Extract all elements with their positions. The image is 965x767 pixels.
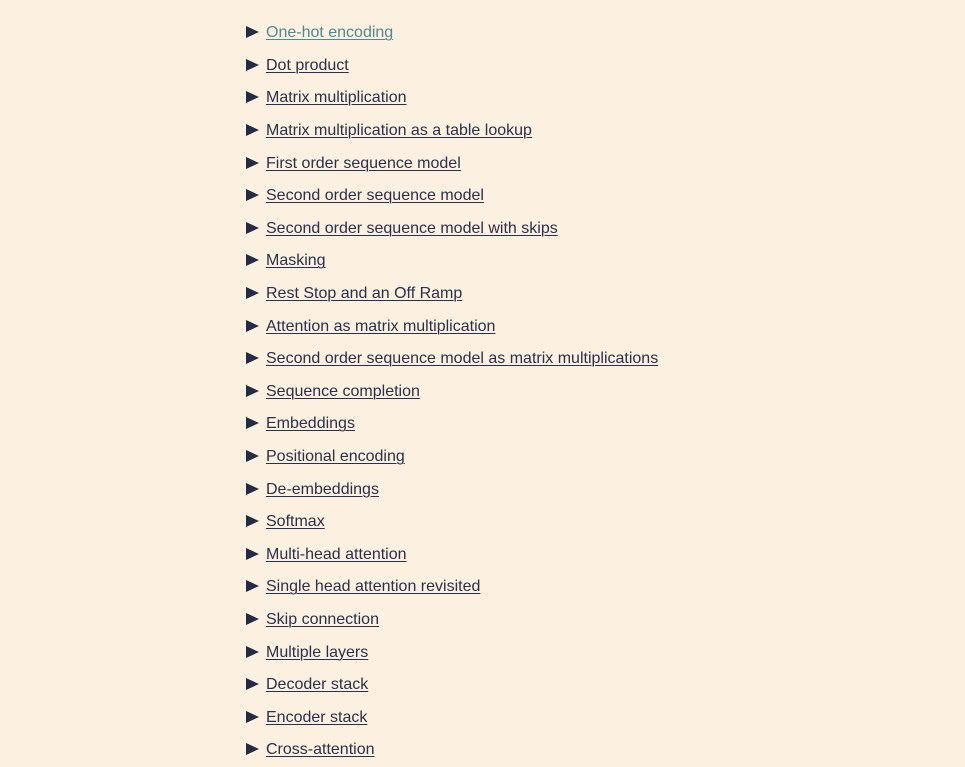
toc-item-embeddings[interactable] bbox=[246, 408, 658, 441]
disclosure-triangle-right-icon[interactable] bbox=[246, 254, 259, 266]
disclosure-triangle-right-icon[interactable] bbox=[246, 417, 259, 429]
toc-link[interactable]: Attention as matrix multiplication bbox=[266, 317, 496, 335]
disclosure-triangle-right-icon[interactable] bbox=[246, 483, 259, 495]
toc-item-skip-connection[interactable] bbox=[246, 604, 658, 637]
toc-link[interactable]: Positional encoding bbox=[266, 448, 405, 466]
disclosure-triangle-right-icon[interactable] bbox=[246, 548, 259, 560]
toc-link[interactable]: Softmax bbox=[266, 513, 325, 531]
toc-link[interactable]: Multiple layers bbox=[266, 643, 369, 661]
toc-link[interactable]: Rest Stop and an Off Ramp bbox=[266, 285, 463, 303]
toc-link[interactable]: Sequence completion bbox=[266, 382, 420, 400]
disclosure-triangle-right-icon[interactable] bbox=[246, 711, 259, 723]
disclosure-triangle-right-icon[interactable] bbox=[246, 450, 259, 462]
disclosure-triangle-right-icon[interactable] bbox=[246, 743, 259, 755]
toc-link[interactable]: One-hot encoding bbox=[266, 24, 394, 42]
toc-item-positional-encoding[interactable] bbox=[246, 441, 658, 474]
disclosure-triangle-right-icon[interactable] bbox=[246, 59, 259, 71]
disclosure-triangle-right-icon[interactable] bbox=[246, 515, 259, 527]
toc-link[interactable]: Masking bbox=[266, 252, 326, 270]
disclosure-triangle-right-icon[interactable] bbox=[246, 287, 259, 299]
toc-item-single-head-attention-revisited[interactable] bbox=[246, 571, 658, 604]
disclosure-triangle-right-icon[interactable] bbox=[246, 189, 259, 201]
disclosure-triangle-right-icon[interactable] bbox=[246, 385, 259, 397]
disclosure-triangle-right-icon[interactable] bbox=[246, 580, 259, 592]
toc-item-matrix-multiplication-table-lookup[interactable] bbox=[246, 115, 658, 148]
disclosure-triangle-right-icon[interactable] bbox=[246, 613, 259, 625]
toc-link[interactable]: Matrix multiplication bbox=[266, 89, 407, 107]
toc-link[interactable]: Encoder stack bbox=[266, 708, 368, 726]
toc-item-dot-product[interactable] bbox=[246, 50, 658, 83]
toc-link[interactable]: De-embeddings bbox=[266, 480, 379, 498]
toc-item-attention-as-matrix-multiplication[interactable] bbox=[246, 310, 658, 343]
toc-item-multiple-layers[interactable] bbox=[246, 636, 658, 669]
disclosure-triangle-right-icon[interactable] bbox=[246, 91, 259, 103]
disclosure-triangle-right-icon[interactable] bbox=[246, 352, 259, 364]
toc-link[interactable]: Second order sequence model bbox=[266, 187, 484, 205]
disclosure-triangle-right-icon[interactable] bbox=[246, 320, 259, 332]
toc-link[interactable]: Cross-attention bbox=[266, 741, 375, 759]
toc-item-second-order-sequence-model[interactable] bbox=[246, 180, 658, 213]
disclosure-triangle-right-icon[interactable] bbox=[246, 26, 259, 38]
toc-item-one-hot-encoding[interactable] bbox=[246, 17, 658, 50]
toc-link[interactable]: Multi-head attention bbox=[266, 545, 407, 563]
toc-link[interactable]: Second order sequence model as matrix multiplications bbox=[266, 350, 659, 368]
toc-item-encoder-stack[interactable] bbox=[246, 701, 658, 734]
disclosure-triangle-right-icon[interactable] bbox=[246, 124, 259, 136]
toc-link[interactable]: Single head attention revisited bbox=[266, 578, 481, 596]
toc-link[interactable]: Dot product bbox=[266, 56, 349, 74]
toc-item-masking[interactable] bbox=[246, 245, 658, 278]
table-of-contents bbox=[246, 17, 658, 767]
toc-item-first-order-sequence-model[interactable] bbox=[246, 147, 658, 180]
toc-link[interactable]: Decoder stack bbox=[266, 676, 369, 694]
toc-link[interactable]: Second order sequence model with skips bbox=[266, 219, 558, 237]
toc-item-softmax[interactable] bbox=[246, 506, 658, 539]
toc-item-second-order-as-matrix-multiplications[interactable] bbox=[246, 343, 658, 376]
toc-link[interactable]: Embeddings bbox=[266, 415, 355, 433]
toc-item-decoder-stack[interactable] bbox=[246, 669, 658, 702]
toc-item-multi-head-attention[interactable] bbox=[246, 539, 658, 572]
disclosure-triangle-right-icon[interactable] bbox=[246, 222, 259, 234]
disclosure-triangle-right-icon[interactable] bbox=[246, 646, 259, 658]
toc-link[interactable]: Matrix multiplication as a table lookup bbox=[266, 122, 532, 140]
toc-item-matrix-multiplication[interactable] bbox=[246, 82, 658, 115]
toc-link[interactable]: Skip connection bbox=[266, 610, 379, 628]
toc-item-de-embeddings[interactable] bbox=[246, 473, 658, 506]
toc-item-second-order-with-skips[interactable] bbox=[246, 213, 658, 246]
toc-item-cross-attention[interactable] bbox=[246, 734, 658, 767]
disclosure-triangle-right-icon[interactable] bbox=[246, 678, 259, 690]
disclosure-triangle-right-icon[interactable] bbox=[246, 157, 259, 169]
toc-item-sequence-completion[interactable] bbox=[246, 376, 658, 409]
toc-link[interactable]: First order sequence model bbox=[266, 154, 461, 172]
toc-item-rest-stop[interactable] bbox=[246, 278, 658, 311]
